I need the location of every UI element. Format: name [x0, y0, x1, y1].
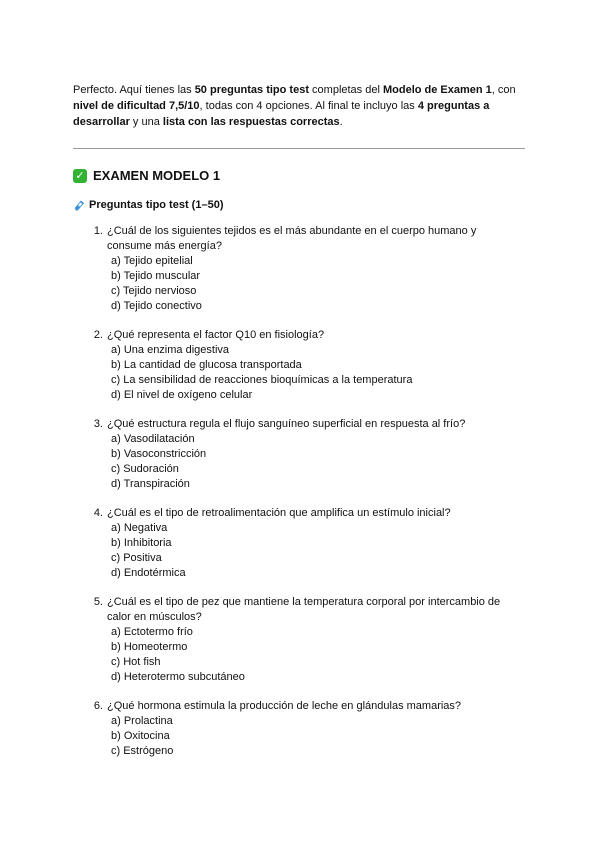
question-text: ¿Qué estructura regula el flujo sanguíneo superficial en respuesta al frío? [107, 418, 466, 430]
answer-option: b) Homeotermo [111, 641, 188, 653]
answer-option: d) El nivel de oxígeno celular [111, 389, 253, 401]
answer-option: d) Heterotermo subcutáneo [111, 671, 245, 683]
answer-option: a) Ectotermo frío [111, 626, 193, 638]
answer-option: a) Prolactina [111, 715, 173, 727]
question-text: ¿Cuál es el tipo de retroalimentación que amplifica un estímulo inicial? [107, 507, 451, 519]
question-item [88, 699, 508, 759]
answer-option: b) Oxitocina [111, 730, 170, 742]
question-text: ¿Qué representa el factor Q10 en fisiología? [107, 329, 325, 341]
answer-option: c) Hot fish [111, 656, 161, 668]
exam-title [73, 168, 220, 183]
answer-option: c) La sensibilidad de reacciones bioquímicas a la temperatura [111, 374, 413, 386]
intro-text-3: , con [491, 84, 516, 96]
answer-option: d) Tejido conectivo [111, 300, 202, 312]
answer-option: c) Tejido nervioso [111, 285, 197, 297]
intro-text-6: . [339, 116, 343, 128]
intro-bold-2: Modelo de Examen 1 [382, 84, 492, 96]
answer-option: a) Vasodilatación [111, 433, 195, 445]
test-tube-icon [73, 200, 85, 212]
answer-option: a) Una enzima digestiva [111, 344, 230, 356]
answer-option: c) Sudoración [111, 463, 179, 475]
answer-option: b) Vasoconstricción [111, 448, 207, 460]
answer-option: a) Tejido epitelial [111, 255, 193, 267]
question-list [88, 224, 508, 773]
intro-text-2: completas del [308, 84, 383, 96]
question-number: 6. [93, 700, 103, 712]
question-item [88, 417, 508, 492]
question-item [88, 224, 508, 314]
answer-option: d) Transpiración [111, 478, 190, 490]
question-number: 2. [93, 329, 103, 341]
answer-option: b) Inhibitoria [111, 537, 172, 549]
answer-option: c) Positiva [111, 552, 162, 564]
question-item [88, 328, 508, 403]
horizontal-divider [73, 148, 525, 149]
intro-bold-5: lista con las respuestas correctas [162, 116, 340, 128]
question-item [88, 595, 508, 685]
answer-option: a) Negativa [111, 522, 168, 534]
question-number: 4. [93, 507, 103, 519]
question-text: ¿Cuál de los siguientes tejidos es el más abundante en el cuerpo humano y consume más energía? [107, 225, 477, 252]
exam-title-text: EXAMEN MODELO 1 [93, 168, 221, 183]
section-heading-text: Preguntas tipo test (1–50) [89, 199, 224, 211]
intro-text-1: Perfecto. Aquí tienes las [73, 84, 195, 96]
intro-bold-3: nivel de dificultad 7,5/10 [73, 100, 200, 112]
question-text: ¿Cuál es el tipo de pez que mantiene la temperatura corporal por intercambio de calor en músculos? [107, 596, 501, 623]
answer-option: c) Estrógeno [111, 745, 174, 757]
check-mark-icon: ✓ [73, 169, 87, 183]
intro-text-5: y una [129, 116, 163, 128]
intro-text-4: , todas con 4 opciones. Al final te incluyo las [199, 100, 418, 112]
answer-option: b) Tejido muscular [111, 270, 201, 282]
question-item [88, 506, 508, 581]
answer-option: b) La cantidad de glucosa transportada [111, 359, 302, 371]
intro-bold-4: 4 preguntas a desarrollar [73, 100, 490, 128]
question-number: 3. [93, 418, 103, 430]
intro-bold-1: 50 preguntas tipo test [194, 84, 309, 96]
section-heading [73, 198, 223, 213]
question-text: ¿Qué hormona estimula la producción de leche en glándulas mamarias? [107, 700, 462, 712]
intro-paragraph [73, 82, 525, 130]
question-number: 5. [93, 596, 103, 608]
question-number: 1. [93, 225, 103, 237]
answer-option: d) Endotérmica [111, 567, 186, 579]
